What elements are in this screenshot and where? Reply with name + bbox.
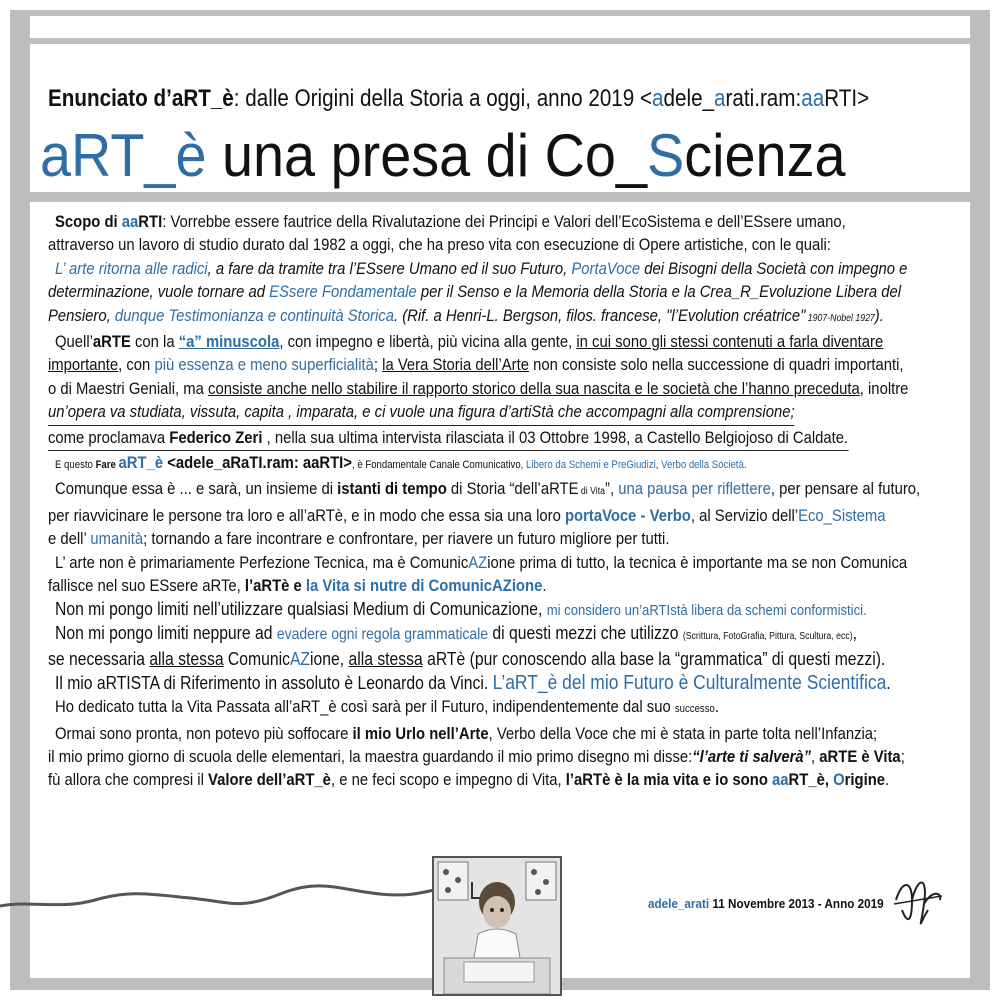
text-line: per riavvicinare le persone tra loro e all’aRTè, e in modo che essa sia una loro portaVoce - Verbo, al Servizio dell’Eco_Sistema (48, 505, 886, 525)
text-line: L’ arte ritorna alle radici, a fare da tramite tra l’ESsere Umano ed il suo Futuro, PortaVoce dei Bisogni della Società con impegno e (54, 258, 908, 278)
text-line: determinazione, vuole tornare ad ESsere Fondamentale per il Senso e la Memoria della Storia e la Crea_R_Evoluzione Libera del (48, 282, 902, 302)
text-line: importante, con più essenza e meno superficialità; la Vera Storia dell’Arte non consiste solo nella successione di quadri importanti, (48, 355, 904, 375)
text-line: e dell’ umanità; tornando a fare incontrare e confrontare, per riavere un futuro migliore per tutti. (48, 529, 670, 549)
text-line: fallisce nel suo ESsere aRTe, l’aRTè e la Vita si nutre di ComunicAZione. (48, 576, 547, 596)
text-line: Il mio aRTISTA di Riferimento in assoluto è Leonardo da Vinci. L’aRT_è del mio Futuro è Culturalmente Scientifica. (54, 671, 891, 694)
page-title: aRT_è una presa di Co_Scienza (40, 122, 846, 189)
text-line: come proclamava Federico Zeri , nella sua ultima intervista rilasciata il 03 Ottobre 1998, a Castello Belgiojoso di Caldate. (48, 426, 956, 451)
text-line: fù allora che compresi il Valore dell’aRT_è, e ne feci scopo e impegno di Vita, l’aRTè è la mia vita e io sono aaRT_è, Origine. (48, 770, 890, 790)
text-line: il mio primo giorno di scuola delle elementari, la maestra guardando il mio primo disegno mi disse:“l’arte ti salverà”, aRTE è Vita; (48, 746, 905, 766)
text-line: Comunque essa è ... e sarà, un insieme di istanti di tempo di Storia “dell’aRTE di Vita”, una pausa per riflettere, per pensare al futuro, (54, 479, 921, 499)
text-line: Ormai sono pronta, non potevo più soffocare il mio Urlo nell’Arte, Verbo della Voce che mi è stata in parte tolta nell’Infanzia; (54, 723, 878, 743)
child-drawing-photo (432, 856, 562, 996)
signature-icon (888, 870, 948, 930)
author-signature-line: adele_arati 11 Novembre 2013 - Anno 2019 (648, 896, 884, 911)
text-line: Scopo di aaRTI: Vorrebbe essere fautrice della Rivalutazione dei Principi e Valori dell’EcoSistema e dell’ESsere umano, (54, 212, 846, 231)
text-line: Pensiero, dunque Testimonianza e continuità Storica. (Rif. a Henri-L. Bergson, filos. francese, "l’Evolution créatrice" 1907-Nobel 1927). (48, 305, 884, 325)
top-white-strip (30, 16, 970, 38)
text-line: Non mi pongo limiti neppure ad evadere ogni regola grammaticale di questi mezzi che utilizzo (Scrittura, FotoGrafia, Pittura, Scultura, ecc), (54, 622, 858, 643)
manifesto-text (48, 210, 956, 792)
text-line: un’opera va studiata, vissuta, capita , imparata, e ci vuole una figura d’artiStà che accompagni alla comprensione; (48, 400, 956, 425)
text-line: Quell’aRTE con la “a” minuscola, con impegno e libertà, più vicina alla gente, in cui sono gli stessi contenuti a farla diventare (54, 332, 884, 352)
text-line: Ho dedicato tutta la Vita Passata all’aRT_è così sarà per il Futuro, indipendentemente dal suo successo. (54, 697, 719, 717)
text-line: Non mi pongo limiti nell’utilizzare qualsiasi Medium di Comunicazione, mi considero un’aRTIstà libera da schemi conformistici. (54, 598, 867, 619)
page-subtitle: Enunciato d’aRT_è: dalle Origini della Storia a oggi, anno 2019 <adele_arati.ram:aaRTI> (48, 85, 870, 112)
text-line: se necessaria alla stessa ComunicAZione, alla stessa aRTè (pur conoscendo alla base la “grammatica” di questi mezzi). (48, 649, 886, 670)
text-line: o di Maestri Geniali, ma consiste anche nello stabilire il rapporto storico della sua nascita e le società che l’hanno preceduta, inoltre (48, 378, 909, 398)
text-line: attraverso un lavoro di studio durato dal 1982 a oggi, che ha preso vita con esecuzione di Opere artistiche, con le quali: (48, 235, 831, 255)
text-line: E questo Fare aRT_è <adele_aRaTI.ram: aaRTI>, è Fondamentale Canale Comunicativo, Libero da Schemi e PreGiudizi, Verbo della Società. (54, 453, 747, 473)
text-line: L’ arte non è primariamente Perfezione Tecnica, ma è ComunicAZione prima di tutto, la tecnica è importante ma se non Comunica (54, 552, 908, 572)
scribble-line-icon (0, 870, 460, 920)
